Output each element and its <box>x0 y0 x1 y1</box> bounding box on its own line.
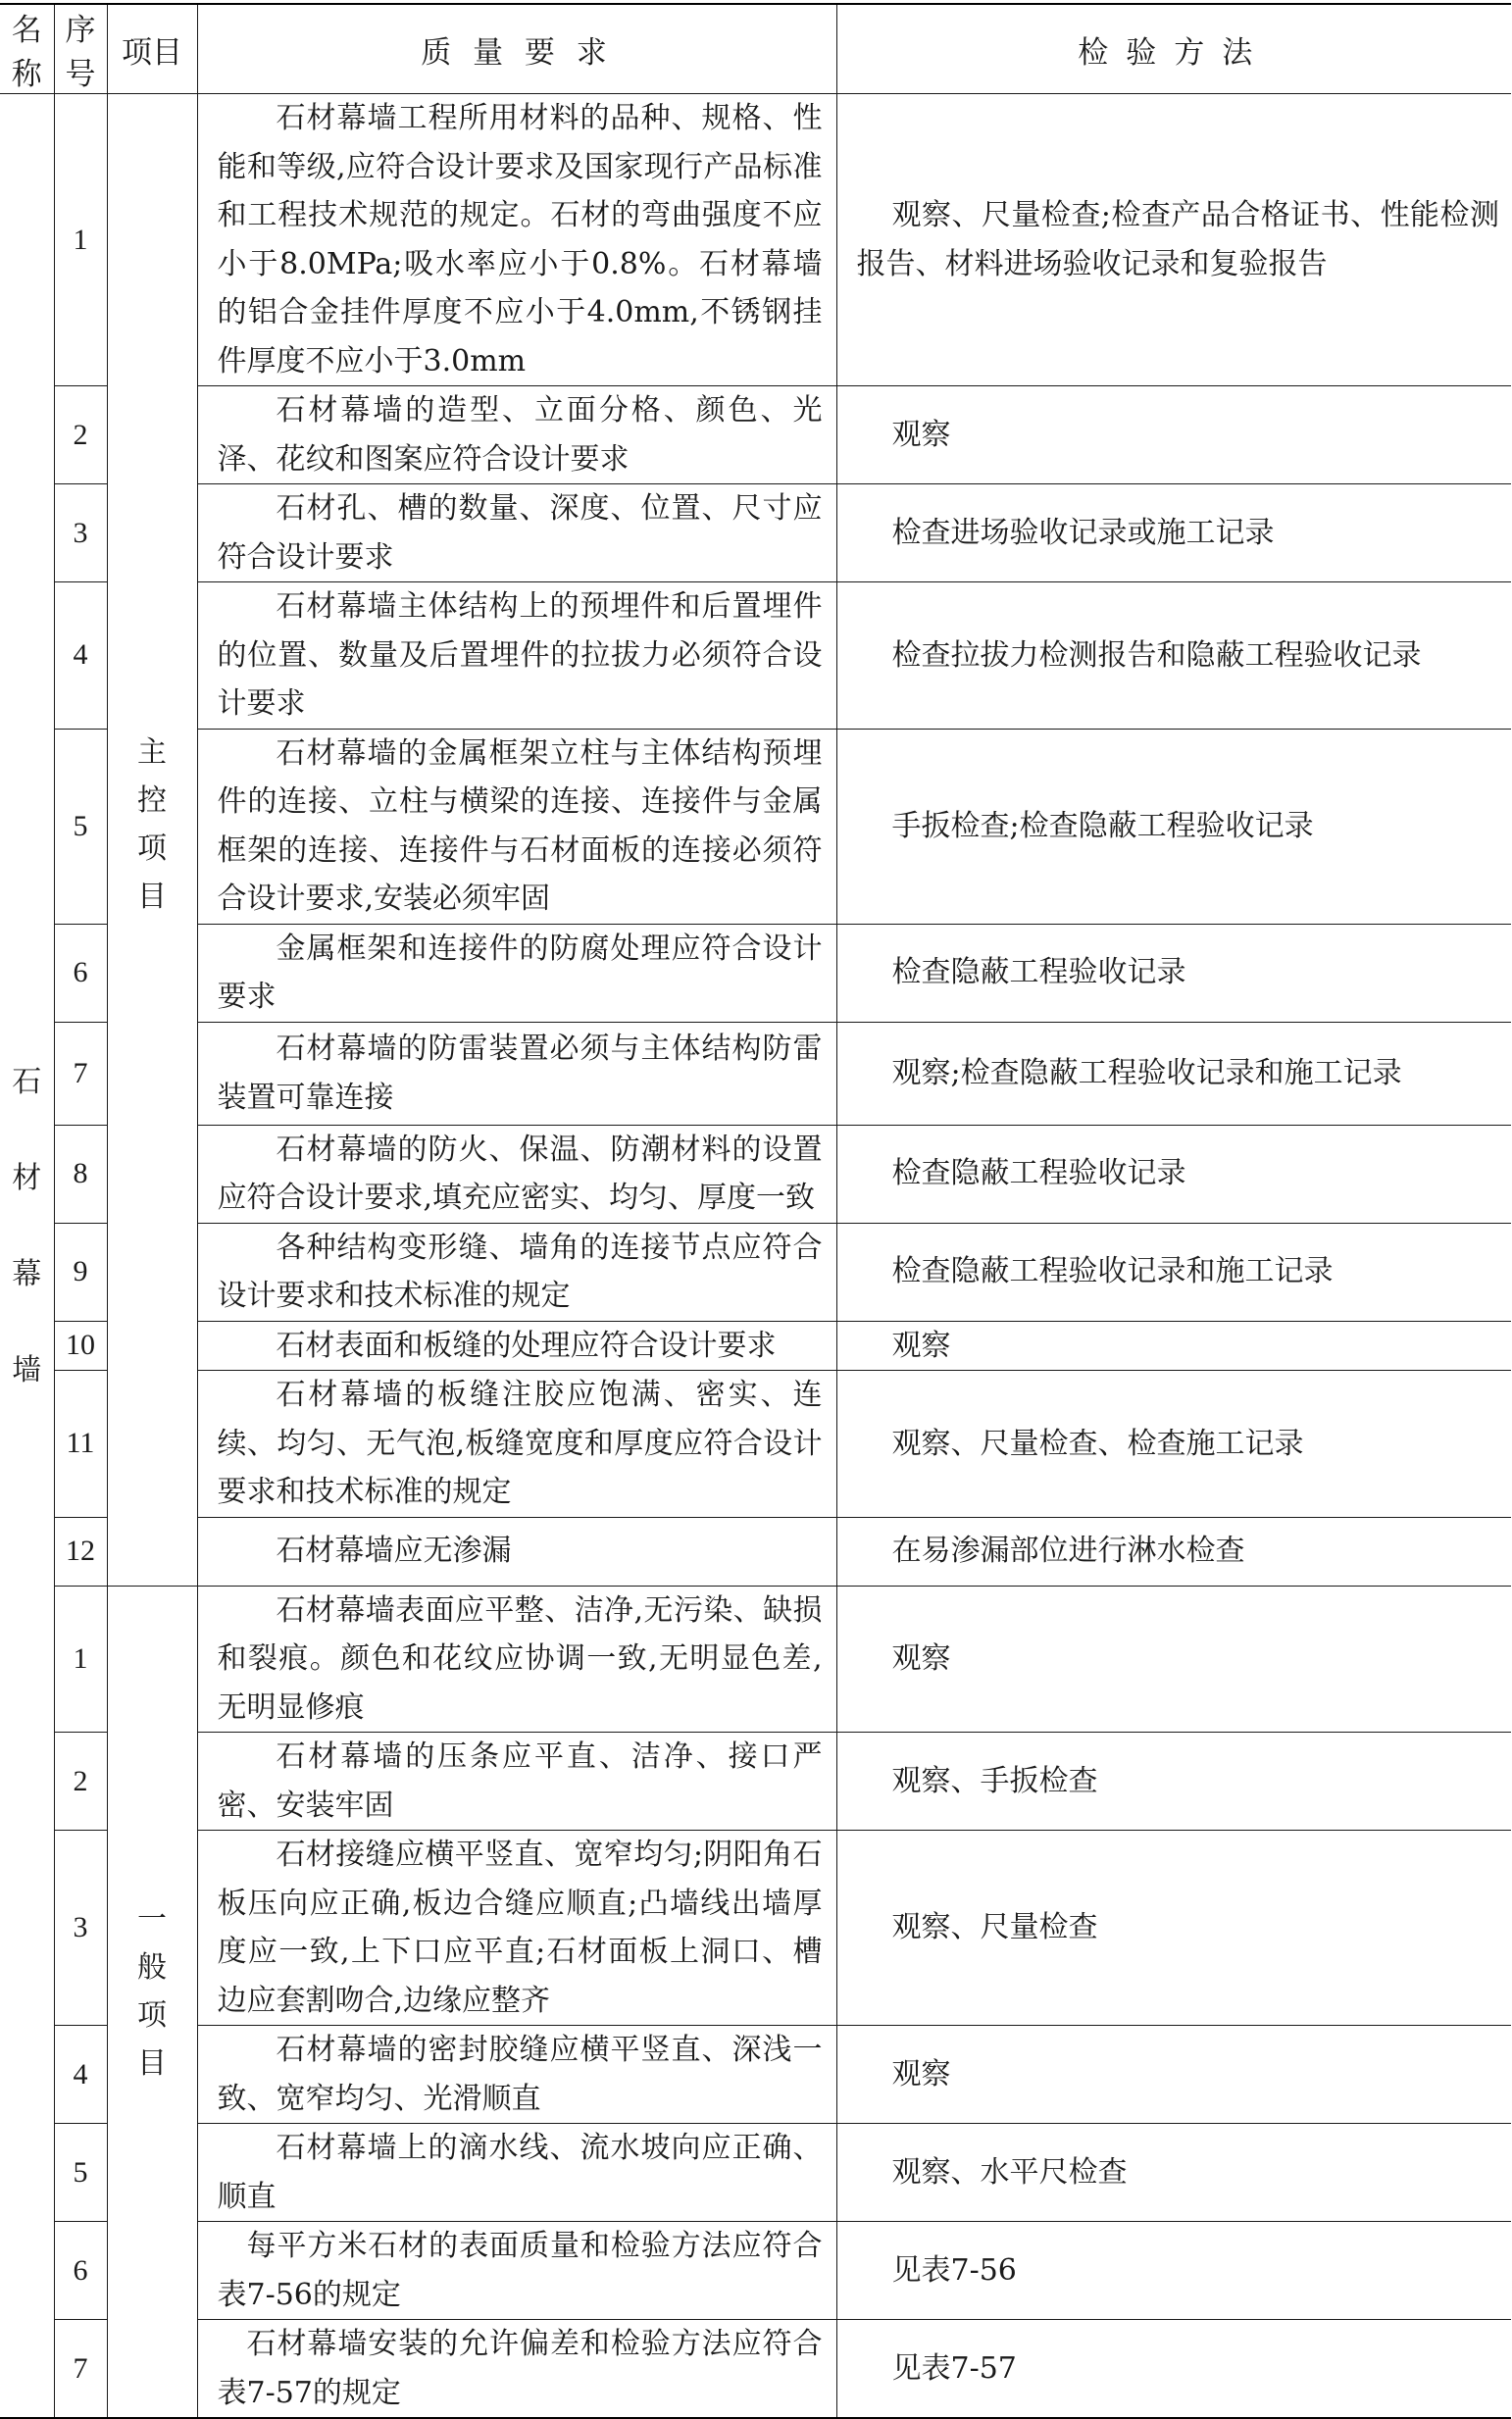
requirement-cell: 石材幕墙主体结构上的预埋件和后置埋件的位置、数量及后置埋件的拉拔力必须符合设计要求 <box>197 582 836 730</box>
row-number: 5 <box>54 2124 107 2222</box>
group-char: 主 <box>137 735 167 771</box>
method-cell: 见表7-57 <box>836 2320 1511 2419</box>
row-number: 7 <box>54 1022 107 1125</box>
table-row <box>0 1125 1511 1223</box>
requirement-cell: 石材幕墙的压条应平直、洁净、接口严密、安装牢固 <box>197 1733 836 1831</box>
method-cell: 观察 <box>836 2026 1511 2124</box>
method-cell: 观察 <box>836 1321 1511 1371</box>
group-char: 一 <box>137 1902 167 1938</box>
table-row <box>0 1223 1511 1321</box>
row-number: 11 <box>54 1371 107 1518</box>
method-cell: 检查隐蔽工程验收记录和施工记录 <box>836 1223 1511 1321</box>
requirement-cell: 石材幕墙的防雷装置必须与主体结构防雷装置可靠连接 <box>197 1022 836 1125</box>
row-number: 2 <box>54 1733 107 1831</box>
group-char: 项 <box>137 1998 167 2034</box>
row-number: 2 <box>54 386 107 484</box>
table-row <box>0 1371 1511 1518</box>
method-cell: 观察、尺量检查、检查施工记录 <box>836 1371 1511 1518</box>
requirement-cell: 石材幕墙安装的允许偏差和检验方法应符合表7-57的规定 <box>197 2320 836 2419</box>
row-number: 7 <box>54 2320 107 2419</box>
requirement-cell: 金属框架和连接件的防腐处理应符合设计要求 <box>197 924 836 1022</box>
requirement-cell: 石材幕墙上的滴水线、流水坡向应正确、顺直 <box>197 2124 836 2222</box>
method-cell: 检查隐蔽工程验收记录 <box>836 1125 1511 1223</box>
method-cell: 观察、尺量检查 <box>836 1831 1511 2026</box>
table-row <box>0 582 1511 730</box>
table-row <box>0 484 1511 582</box>
table-row <box>0 924 1511 1022</box>
method-cell: 观察、手扳检查 <box>836 1733 1511 1831</box>
method-cell: 观察 <box>836 386 1511 484</box>
header-name: 名称 <box>0 4 54 94</box>
row-number: 6 <box>54 924 107 1022</box>
row-number: 12 <box>54 1517 107 1586</box>
requirement-cell: 石材幕墙的密封胶缝应横平竖直、深浅一致、宽窄均匀、光滑顺直 <box>197 2026 836 2124</box>
method-cell: 观察 <box>836 1586 1511 1733</box>
name-char: 材 <box>12 1160 42 1195</box>
header-item: 项目 <box>107 4 197 94</box>
row-number: 5 <box>54 729 107 924</box>
requirement-cell: 石材接缝应横平竖直、宽窄均匀;阴阳角石板压向应正确,板边合缝应顺直;凸墙线出墙厚度应一致,上下口应平直;石材面板上洞口、槽边应套割吻合,边缘应整齐 <box>197 1831 836 2026</box>
method-cell: 在易渗漏部位进行淋水检查 <box>836 1517 1511 1586</box>
table-row <box>0 386 1511 484</box>
requirement-cell: 石材幕墙的金属框架立柱与主体结构预埋件的连接、立柱与横梁的连接、连接件与金属框架的连接、连接件与石材面板的连接必须符合设计要求,安装必须牢固 <box>197 729 836 924</box>
row-number: 4 <box>54 582 107 730</box>
row-number: 1 <box>54 1586 107 1733</box>
table-row <box>0 729 1511 924</box>
group-char: 目 <box>137 2046 167 2082</box>
method-cell: 检查进场验收记录或施工记录 <box>836 484 1511 582</box>
header-requirement: 质 量 要 求 <box>197 4 836 94</box>
table-row <box>0 1022 1511 1125</box>
name-char: 幕 <box>12 1256 42 1291</box>
method-cell: 观察;检查隐蔽工程验收记录和施工记录 <box>836 1022 1511 1125</box>
group-char: 控 <box>137 783 167 819</box>
row-number: 9 <box>54 1223 107 1321</box>
table-row <box>0 1321 1511 1371</box>
requirement-cell: 各种结构变形缝、墙角的连接节点应符合设计要求和技术标准的规定 <box>197 1223 836 1321</box>
method-cell: 检查隐蔽工程验收记录 <box>836 924 1511 1022</box>
requirement-cell: 每平方米石材的表面质量和检验方法应符合表7-56的规定 <box>197 2222 836 2320</box>
table-row <box>0 2124 1511 2222</box>
requirement-cell: 石材孔、槽的数量、深度、位置、尺寸应符合设计要求 <box>197 484 836 582</box>
table-row <box>0 2026 1511 2124</box>
row-number: 1 <box>54 94 107 386</box>
table-row <box>0 1586 1511 1733</box>
name-cell <box>0 94 54 2419</box>
row-number: 4 <box>54 2026 107 2124</box>
table-row <box>0 94 1511 386</box>
table-row <box>0 1733 1511 1831</box>
requirement-cell: 石材幕墙的板缝注胶应饱满、密实、连续、均匀、无气泡,板缝宽度和厚度应符合设计要求和技术标准的规定 <box>197 1371 836 1518</box>
requirement-cell: 石材幕墙的造型、立面分格、颜色、光泽、花纹和图案应符合设计要求 <box>197 386 836 484</box>
quality-table <box>0 3 1511 2419</box>
name-char: 石 <box>12 1064 42 1099</box>
table-row <box>0 1517 1511 1586</box>
row-number: 6 <box>54 2222 107 2320</box>
method-cell: 手扳检查;检查隐蔽工程验收记录 <box>836 729 1511 924</box>
requirement-cell: 石材幕墙表面应平整、洁净,无污染、缺损和裂痕。颜色和花纹应协调一致,无明显色差,无明显修痕 <box>197 1586 836 1733</box>
name-char: 墙 <box>12 1352 42 1387</box>
table-row <box>0 1831 1511 2026</box>
header-no: 序号 <box>54 4 107 94</box>
requirement-cell: 石材幕墙工程所用材料的品种、规格、性能和等级,应符合设计要求及国家现行产品标准和工程技术规范的规定。石材的弯曲强度不应小于8.0MPa;吸水率应小于0.8%。石材幕墙的铝合金挂件厚度不应小于4.0mm,不锈钢挂件厚度不应小于3.0mm <box>197 94 836 386</box>
table-row <box>0 2320 1511 2419</box>
table-row <box>0 2222 1511 2320</box>
row-number: 10 <box>54 1321 107 1371</box>
group-char: 目 <box>137 880 167 915</box>
group-char: 项 <box>137 832 167 867</box>
group-label-general <box>107 1586 197 2418</box>
method-cell: 见表7-56 <box>836 2222 1511 2320</box>
method-cell: 观察、水平尺检查 <box>836 2124 1511 2222</box>
method-cell: 观察、尺量检查;检查产品合格证书、性能检测报告、材料进场验收记录和复验报告 <box>836 94 1511 386</box>
row-number: 3 <box>54 1831 107 2026</box>
requirement-cell: 石材幕墙应无渗漏 <box>197 1517 836 1586</box>
header-method: 检验方法 <box>836 4 1511 94</box>
group-label-main <box>107 94 197 1587</box>
group-char: 般 <box>137 1950 167 1986</box>
requirement-cell: 石材幕墙的防火、保温、防潮材料的设置应符合设计要求,填充应密实、均匀、厚度一致 <box>197 1125 836 1223</box>
row-number: 3 <box>54 484 107 582</box>
requirement-cell: 石材表面和板缝的处理应符合设计要求 <box>197 1321 836 1371</box>
header-row <box>0 4 1511 94</box>
row-number: 8 <box>54 1125 107 1223</box>
method-cell: 检查拉拔力检测报告和隐蔽工程验收记录 <box>836 582 1511 730</box>
